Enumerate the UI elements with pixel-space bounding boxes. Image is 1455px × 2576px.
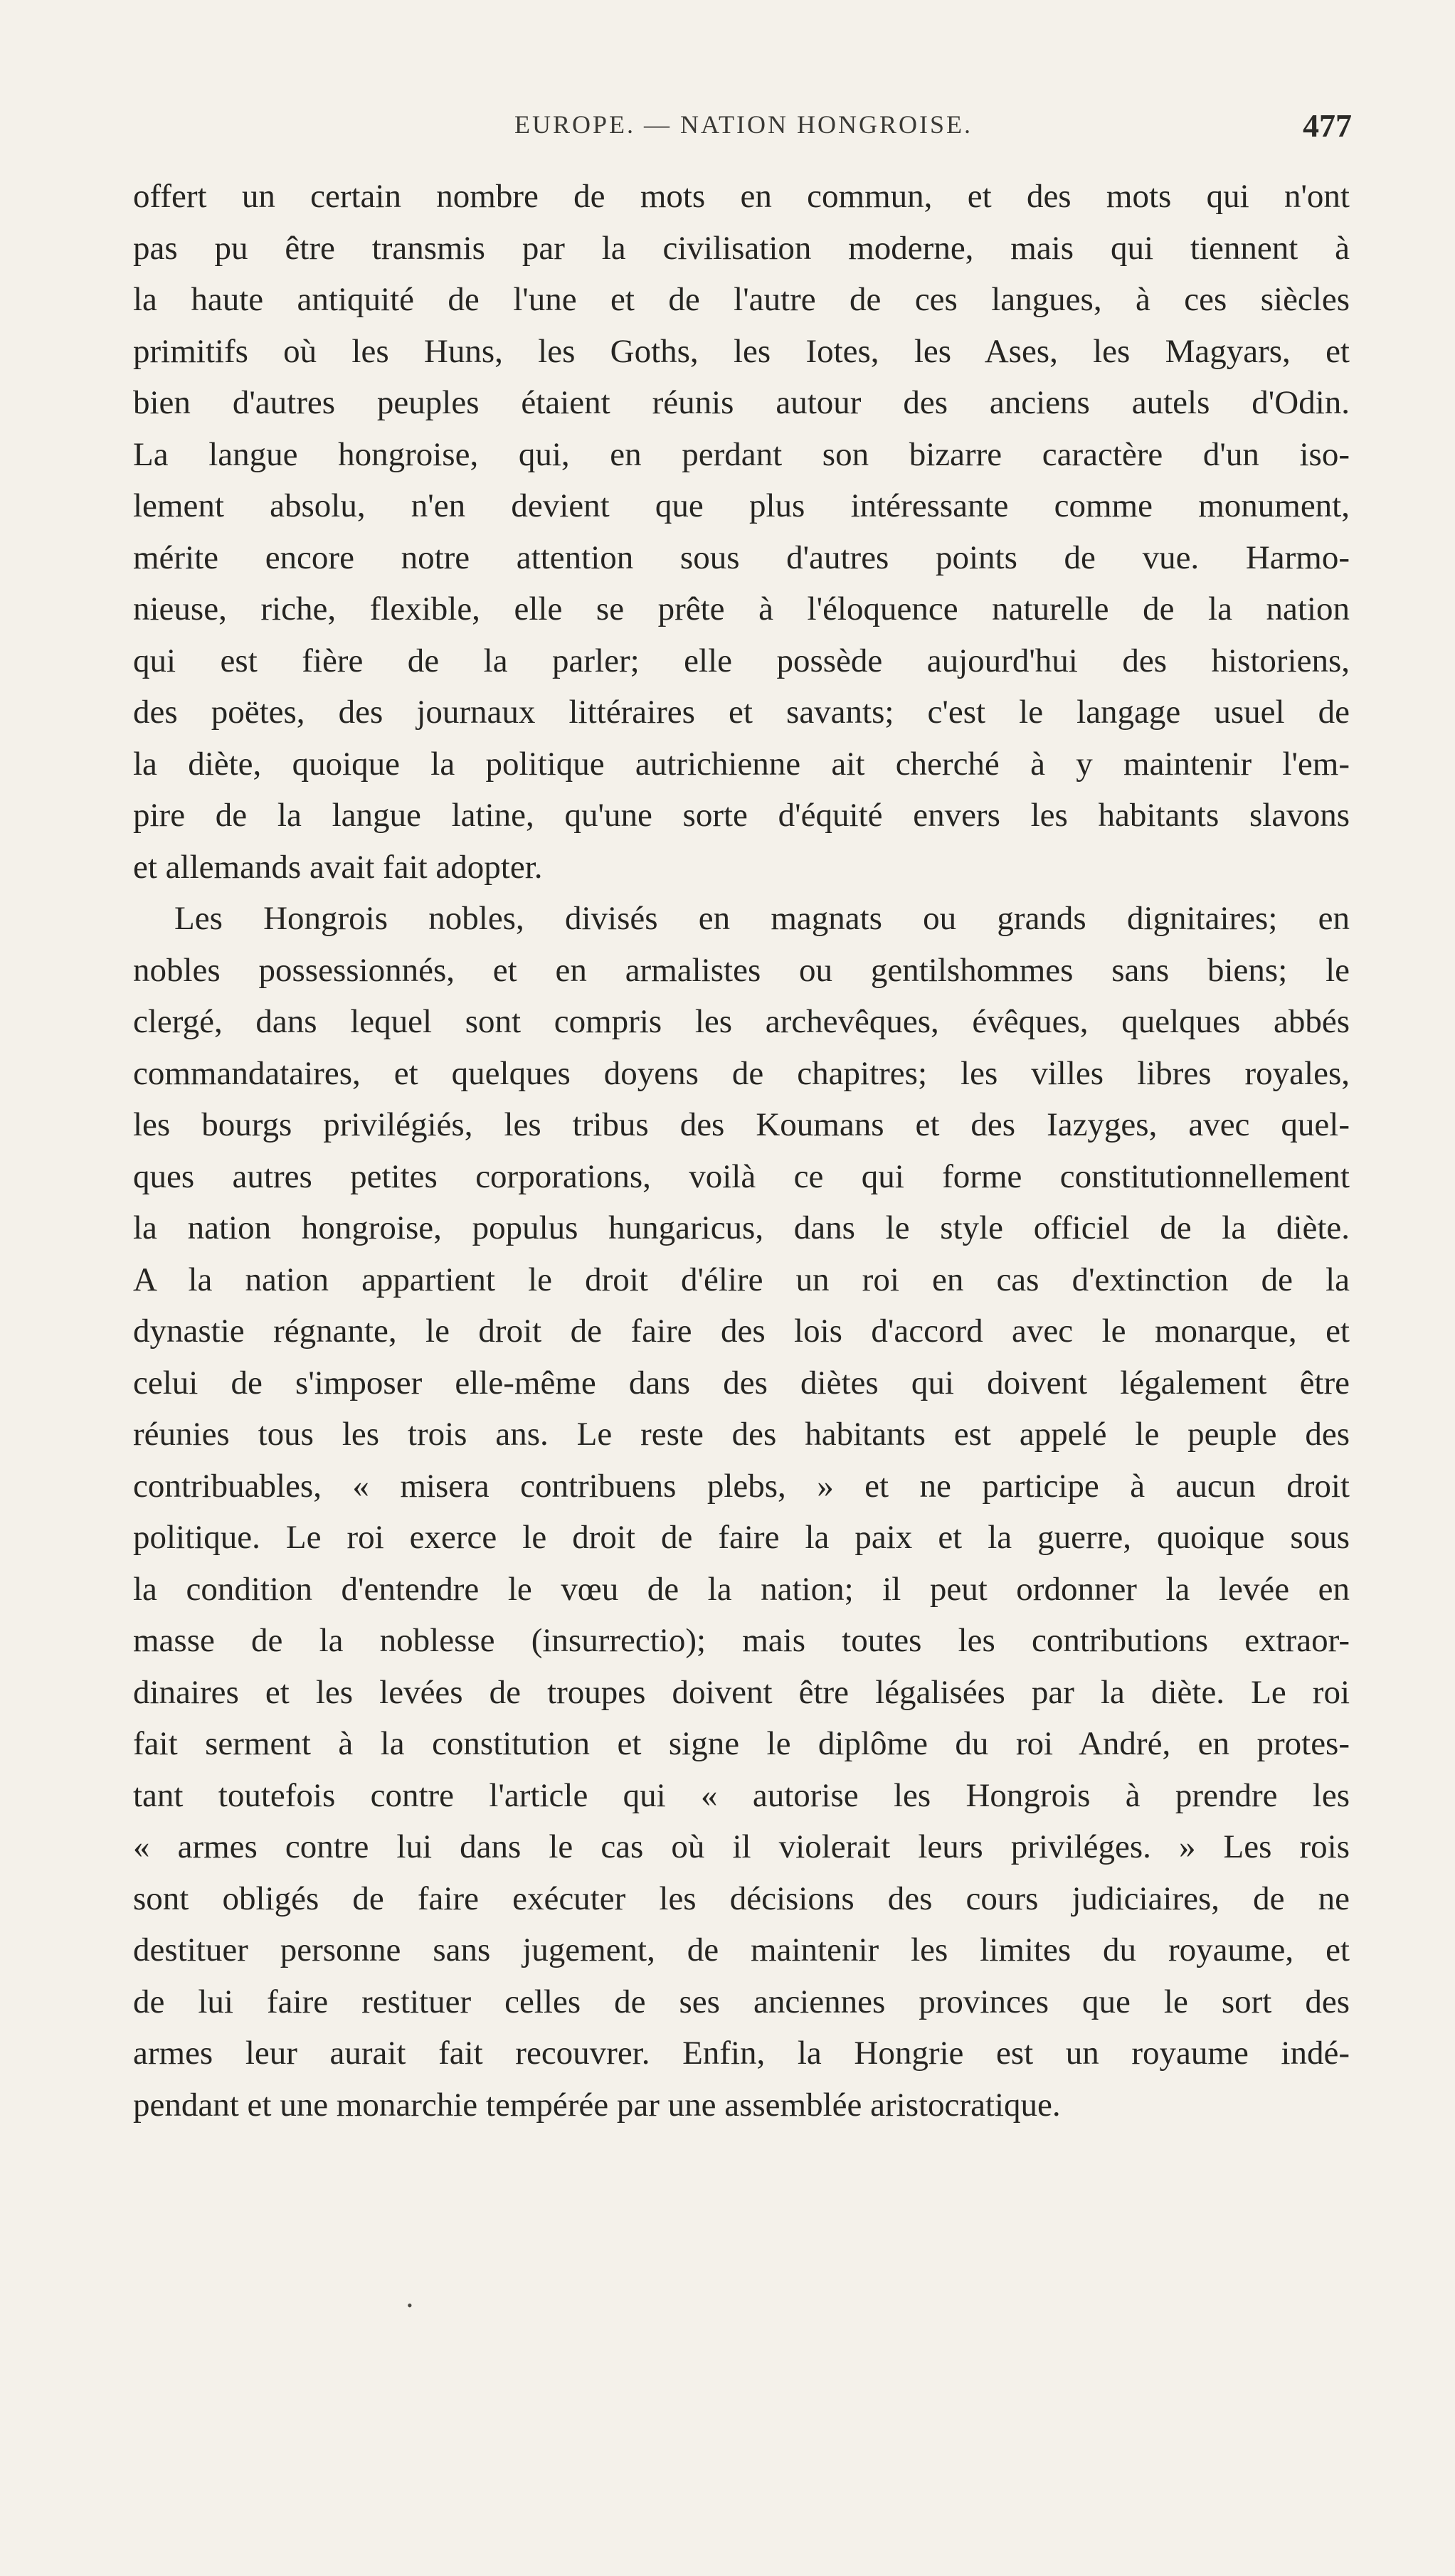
text-line: politique. Le roi exerce le droit de faire la paix et la guerre, quoique sous xyxy=(133,1519,1350,1556)
text-line: lement absolu, n'en devient que plus intéressante comme monument, xyxy=(133,487,1350,524)
text-line: la condition d'entendre le vœu de la nation; il peut ordonner la levée en xyxy=(133,1570,1350,1608)
text-line: tant toutefois contre l'article qui « autorise les Hongrois à prendre les xyxy=(133,1776,1350,1814)
stray-mark: • xyxy=(407,2296,413,2314)
text-line: primitifs où les Huns, les Goths, les Iotes, les Ases, les Magyars, et xyxy=(133,332,1350,370)
text-line: sont obligés de faire exécuter les décisions des cours judiciaires, de ne xyxy=(133,1880,1350,1917)
body-text xyxy=(133,171,1350,2131)
text-line: qui est fière de la parler; elle possède aujourd'hui des historiens, xyxy=(133,642,1350,679)
text-line: masse de la noblesse (insurrectio); mais toutes les contributions extraor- xyxy=(133,1622,1350,1659)
text-line: ques autres petites corporations, voilà ce qui forme constitutionnellement xyxy=(133,1157,1350,1195)
text-line: la nation hongroise, populus hungaricus, dans le style officiel de la diète. xyxy=(133,1209,1350,1246)
text-line: les bourgs privilégiés, les tribus des Koumans et des Iazyges, avec quel- xyxy=(133,1106,1350,1143)
running-head xyxy=(135,107,1352,149)
text-line: destituer personne sans jugement, de maintenir les limites du royaume, et xyxy=(133,1931,1350,1968)
text-line: bien d'autres peuples étaient réunis autour des anciens autels d'Odin. xyxy=(133,384,1350,421)
text-line: la diète, quoique la politique autrichienne ait cherché à y maintenir l'em- xyxy=(133,745,1350,783)
text-line: clergé, dans lequel sont compris les archevêques, évêques, quelques abbés xyxy=(133,1003,1350,1040)
text-line: nieuse, riche, flexible, elle se prête à l'éloquence naturelle de la nation xyxy=(133,590,1350,627)
text-line: pas pu être transmis par la civilisation moderne, mais qui tiennent à xyxy=(133,229,1350,267)
text-line: de lui faire restituer celles de ses anciennes provinces que le sort des xyxy=(133,1983,1350,2020)
text-line: fait serment à la constitution et signe le diplôme du roi André, en protes- xyxy=(133,1725,1350,1762)
text-line: celui de s'imposer elle-même dans des diètes qui doivent légalement être xyxy=(133,1364,1350,1401)
text-line: dynastie régnante, le droit de faire des lois d'accord avec le monarque, et xyxy=(133,1313,1350,1350)
text-line: dinaires et les levées de troupes doivent être légalisées par la diète. Le roi xyxy=(133,1673,1350,1711)
text-line: mérite encore notre attention sous d'autres points de vue. Harmo- xyxy=(133,539,1350,576)
text-line: « armes contre lui dans le cas où il violerait leurs priviléges. » Les rois xyxy=(133,1828,1350,1865)
text-line: réunies tous les trois ans. Le reste des habitants est appelé le peuple des xyxy=(133,1416,1350,1453)
text-line: contribuables, « misera contribuens plebs, » et ne participe à aucun droit xyxy=(133,1467,1350,1505)
page-number: 477 xyxy=(1303,107,1352,144)
text-line: la haute antiquité de l'une et de l'autre de ces langues, à ces siècles xyxy=(133,281,1350,318)
text-line: offert un certain nombre de mots en commun, et des mots qui n'ont xyxy=(133,178,1350,215)
text-line: La langue hongroise, qui, en perdant son bizarre caractère d'un iso- xyxy=(133,435,1350,473)
text-line: des poëtes, des journaux littéraires et savants; c'est le langage usuel de xyxy=(133,694,1350,731)
text-line: armes leur aurait fait recouvrer. Enfin, la Hongrie est un royaume indé- xyxy=(133,2035,1350,2072)
text-line: commandataires, et quelques doyens de chapitres; les villes libres royales, xyxy=(133,1054,1350,1092)
running-title: EUROPE. — NATION HONGROISE. xyxy=(514,110,973,139)
text-line: et allemands avait fait adopter. xyxy=(133,848,543,886)
text-line: pendant et une monarchie tempérée par une assemblée aristocratique. xyxy=(133,2086,1061,2124)
text-line: nobles possessionnés, et en armalistes ou gentilshommes sans biens; le xyxy=(133,951,1350,989)
text-line: A la nation appartient le droit d'élire un roi en cas d'extinction de la xyxy=(133,1261,1350,1298)
text-line: pire de la langue latine, qu'une sorte d'équité envers les habitants slavons xyxy=(133,797,1350,834)
text-line: Les Hongrois nobles, divisés en magnats ou grands dignitaires; en xyxy=(174,900,1350,937)
